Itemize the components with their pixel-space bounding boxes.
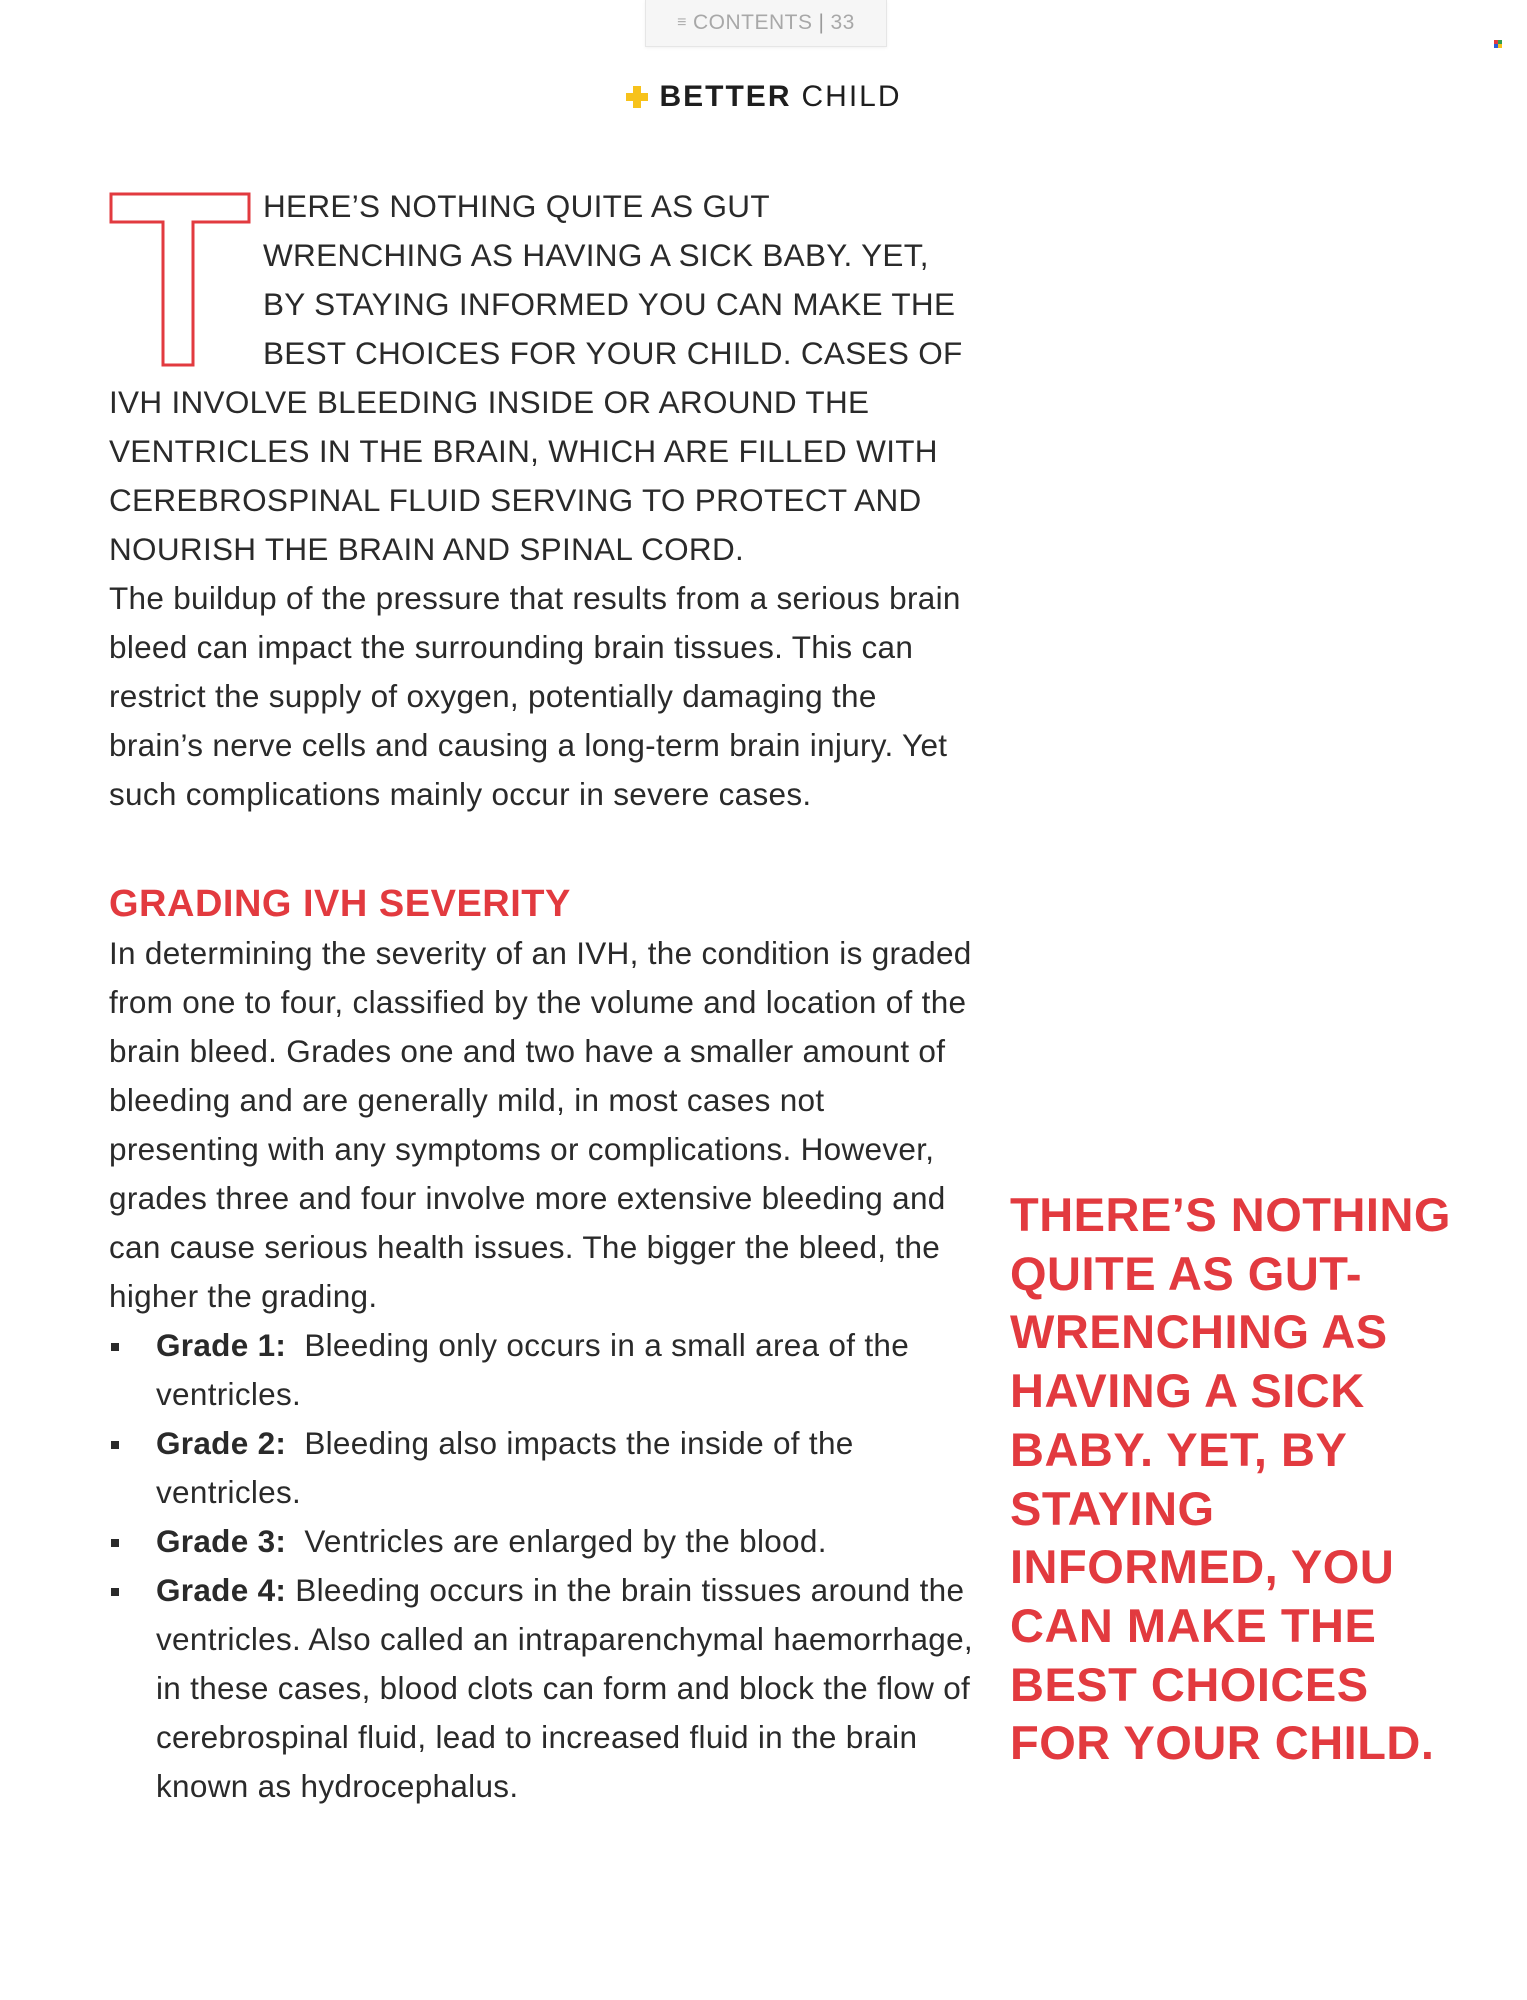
body-paragraph-1: The buildup of the pressure that results from a serious brain bleed can impact the surrounding brain tissues. This can restrict the supply of oxygen, potentially damaging the brain’s nerve cells and causing a long-term brain injury. Yet such complications mainly occur in severe cases.	[109, 580, 961, 812]
pull-quote: THERE’S NOTHING QUITE AS GUT-WRENCHING AS HAVING A SICK BABY. YET, BY STAYING INFORMED, YOU CAN MAKE THE BEST CHOICES FOR YOUR CHILD.	[1010, 1188, 1451, 1770]
article-body	[109, 182, 974, 1811]
section-heading: GRADING IVH SEVERITY	[109, 883, 571, 925]
list-item	[109, 1321, 974, 1419]
drop-cap-letter	[109, 192, 251, 367]
brand-light: CHILD	[801, 80, 902, 113]
grade-label: Grade 2:	[156, 1425, 287, 1461]
intro-caps-paragraph: HERE’S NOTHING QUITE AS GUT WRENCHING AS HAVING A SICK BABY. YET, BY STAYING INFORMED YOU CAN MAKE THE BEST CHOICES FOR YOUR CHILD. CASES OF IVH INVOLVE BLEEDING INSIDE OR AROUND THE VENTRICLES IN THE BRAIN, WHICH ARE FILLED WITH CEREBROSPINAL FLUID SERVING TO PROTECT AND NOURISH THE BRAIN AND SPINAL CORD.	[109, 188, 963, 567]
section-brand	[0, 80, 1527, 114]
grade-text: Bleeding occurs in the brain tissues around the ventricles. Also called an intraparenchymal haemorrhage, in these cases, blood clots can form and block the flow of cerebrospinal fluid, lead to increased fluid in the brain known as hydrocephalus.	[156, 1572, 973, 1804]
corner-color-mark	[1494, 40, 1502, 48]
page-number: 33	[830, 11, 855, 34]
grade-label: Grade 3:	[156, 1523, 287, 1559]
grade-label: Grade 1:	[156, 1327, 287, 1363]
grade-list	[109, 1321, 974, 1811]
body-paragraph-2: In determining the severity of an IVH, the condition is graded from one to four, classified by the volume and location of the brain bleed. Grades one and two have a smaller amount of bleeding and are generally mild, in most cases not presenting with any symptoms or complications. However, grades three and four involve more extensive bleeding and can cause serious health issues. The bigger the bleed, the higher the grading.	[109, 935, 972, 1314]
grade-text: Bleeding only occurs in a small area of the ventricles.	[156, 1327, 910, 1412]
menu-icon: ≡	[677, 14, 687, 31]
plus-cross-icon	[625, 85, 649, 109]
contents-nav-button[interactable]	[645, 0, 887, 47]
divider: |	[818, 11, 825, 34]
brand-bold: BETTER	[659, 80, 792, 113]
svg-text:T: T	[176, 304, 184, 315]
grade-text: Bleeding also impacts the inside of the ventricles.	[156, 1425, 854, 1510]
list-item	[109, 1566, 974, 1811]
contents-label: CONTENTS	[693, 11, 813, 34]
grade-label: Grade 4:	[156, 1572, 287, 1608]
list-item	[109, 1517, 974, 1566]
list-item	[109, 1419, 974, 1517]
grade-text: Ventricles are enlarged by the blood.	[304, 1523, 827, 1559]
